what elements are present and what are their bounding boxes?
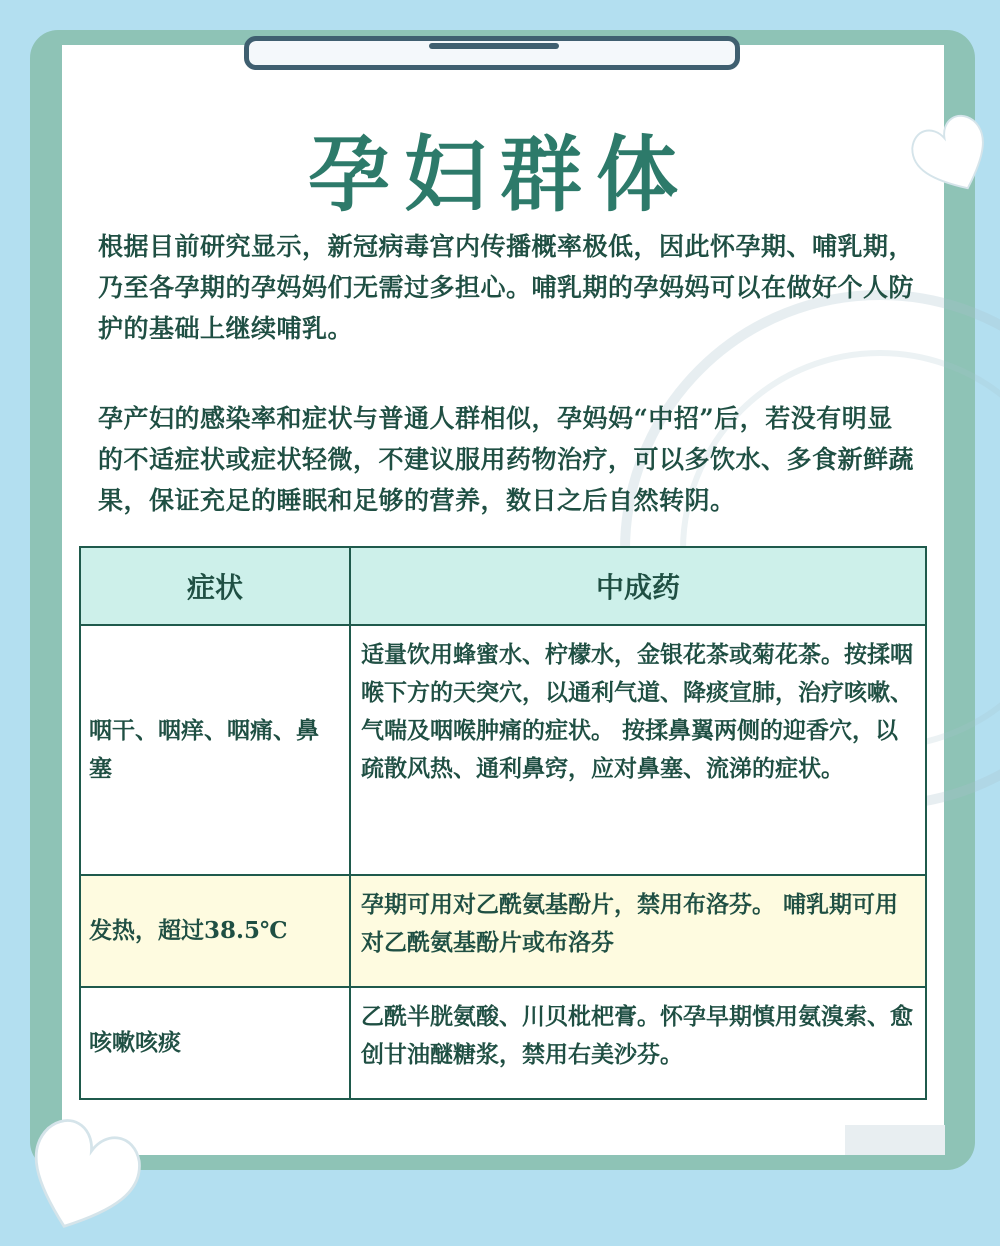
header-medicine: 中成药 [350, 547, 926, 625]
medicine-cell: 适量饮用蜂蜜水、柠檬水，金银花茶或菊花茶。按揉咽喉下方的天突穴，以通利气道、降痰宣肺，治疗咳嗽、气喘及咽喉肿痛的症状。 按揉鼻翼两侧的迎香穴，以疏散风热、通利鼻窍，应对鼻塞、流涕的症状。 [350, 625, 926, 875]
advice-paragraph: 孕产妇的感染率和症状与普通人群相似，孕妈妈“中招”后，若没有明显的不适症状或症状轻微，不建议服用药物治疗，可以多饮水、多食新鲜蔬果，保证充足的睡眠和足够的营养，数日之后自然转阴。 [98, 404, 915, 515]
symptom-cell: 发热，超过38.5℃ [80, 875, 350, 987]
page-title: 孕妇群体 [307, 127, 692, 223]
heart-decoration-icon [12, 1108, 152, 1246]
header-symptom: 症状 [80, 547, 350, 625]
symptom-cell: 咽干、咽痒、咽痛、鼻塞 [80, 625, 350, 875]
table-row [80, 875, 926, 987]
clip-slot [429, 43, 559, 49]
clipboard-clip [244, 36, 740, 70]
table-header-row [80, 547, 926, 625]
table-row [80, 987, 926, 1099]
medicine-table [79, 546, 927, 1100]
intro-paragraph: 根据目前研究显示，新冠病毒宫内传播概率极低，因此怀孕期、哺乳期，乃至各孕期的孕妈妈们无需过多担心。哺乳期的孕妈妈可以在做好个人防护的基础上继续哺乳。 [98, 232, 915, 343]
table-row [80, 625, 926, 875]
symptom-cell: 咳嗽咳痰 [80, 987, 350, 1099]
paper-fold [845, 1125, 945, 1155]
medicine-cell: 孕期可用对乙酰氨基酚片，禁用布洛芬。 哺乳期可用对乙酰氨基酚片或布洛芬 [350, 875, 926, 987]
medicine-cell: 乙酰半胱氨酸、川贝枇杷膏。怀孕早期慎用氨溴索、愈创甘油醚糖浆，禁用右美沙芬。 [350, 987, 926, 1099]
